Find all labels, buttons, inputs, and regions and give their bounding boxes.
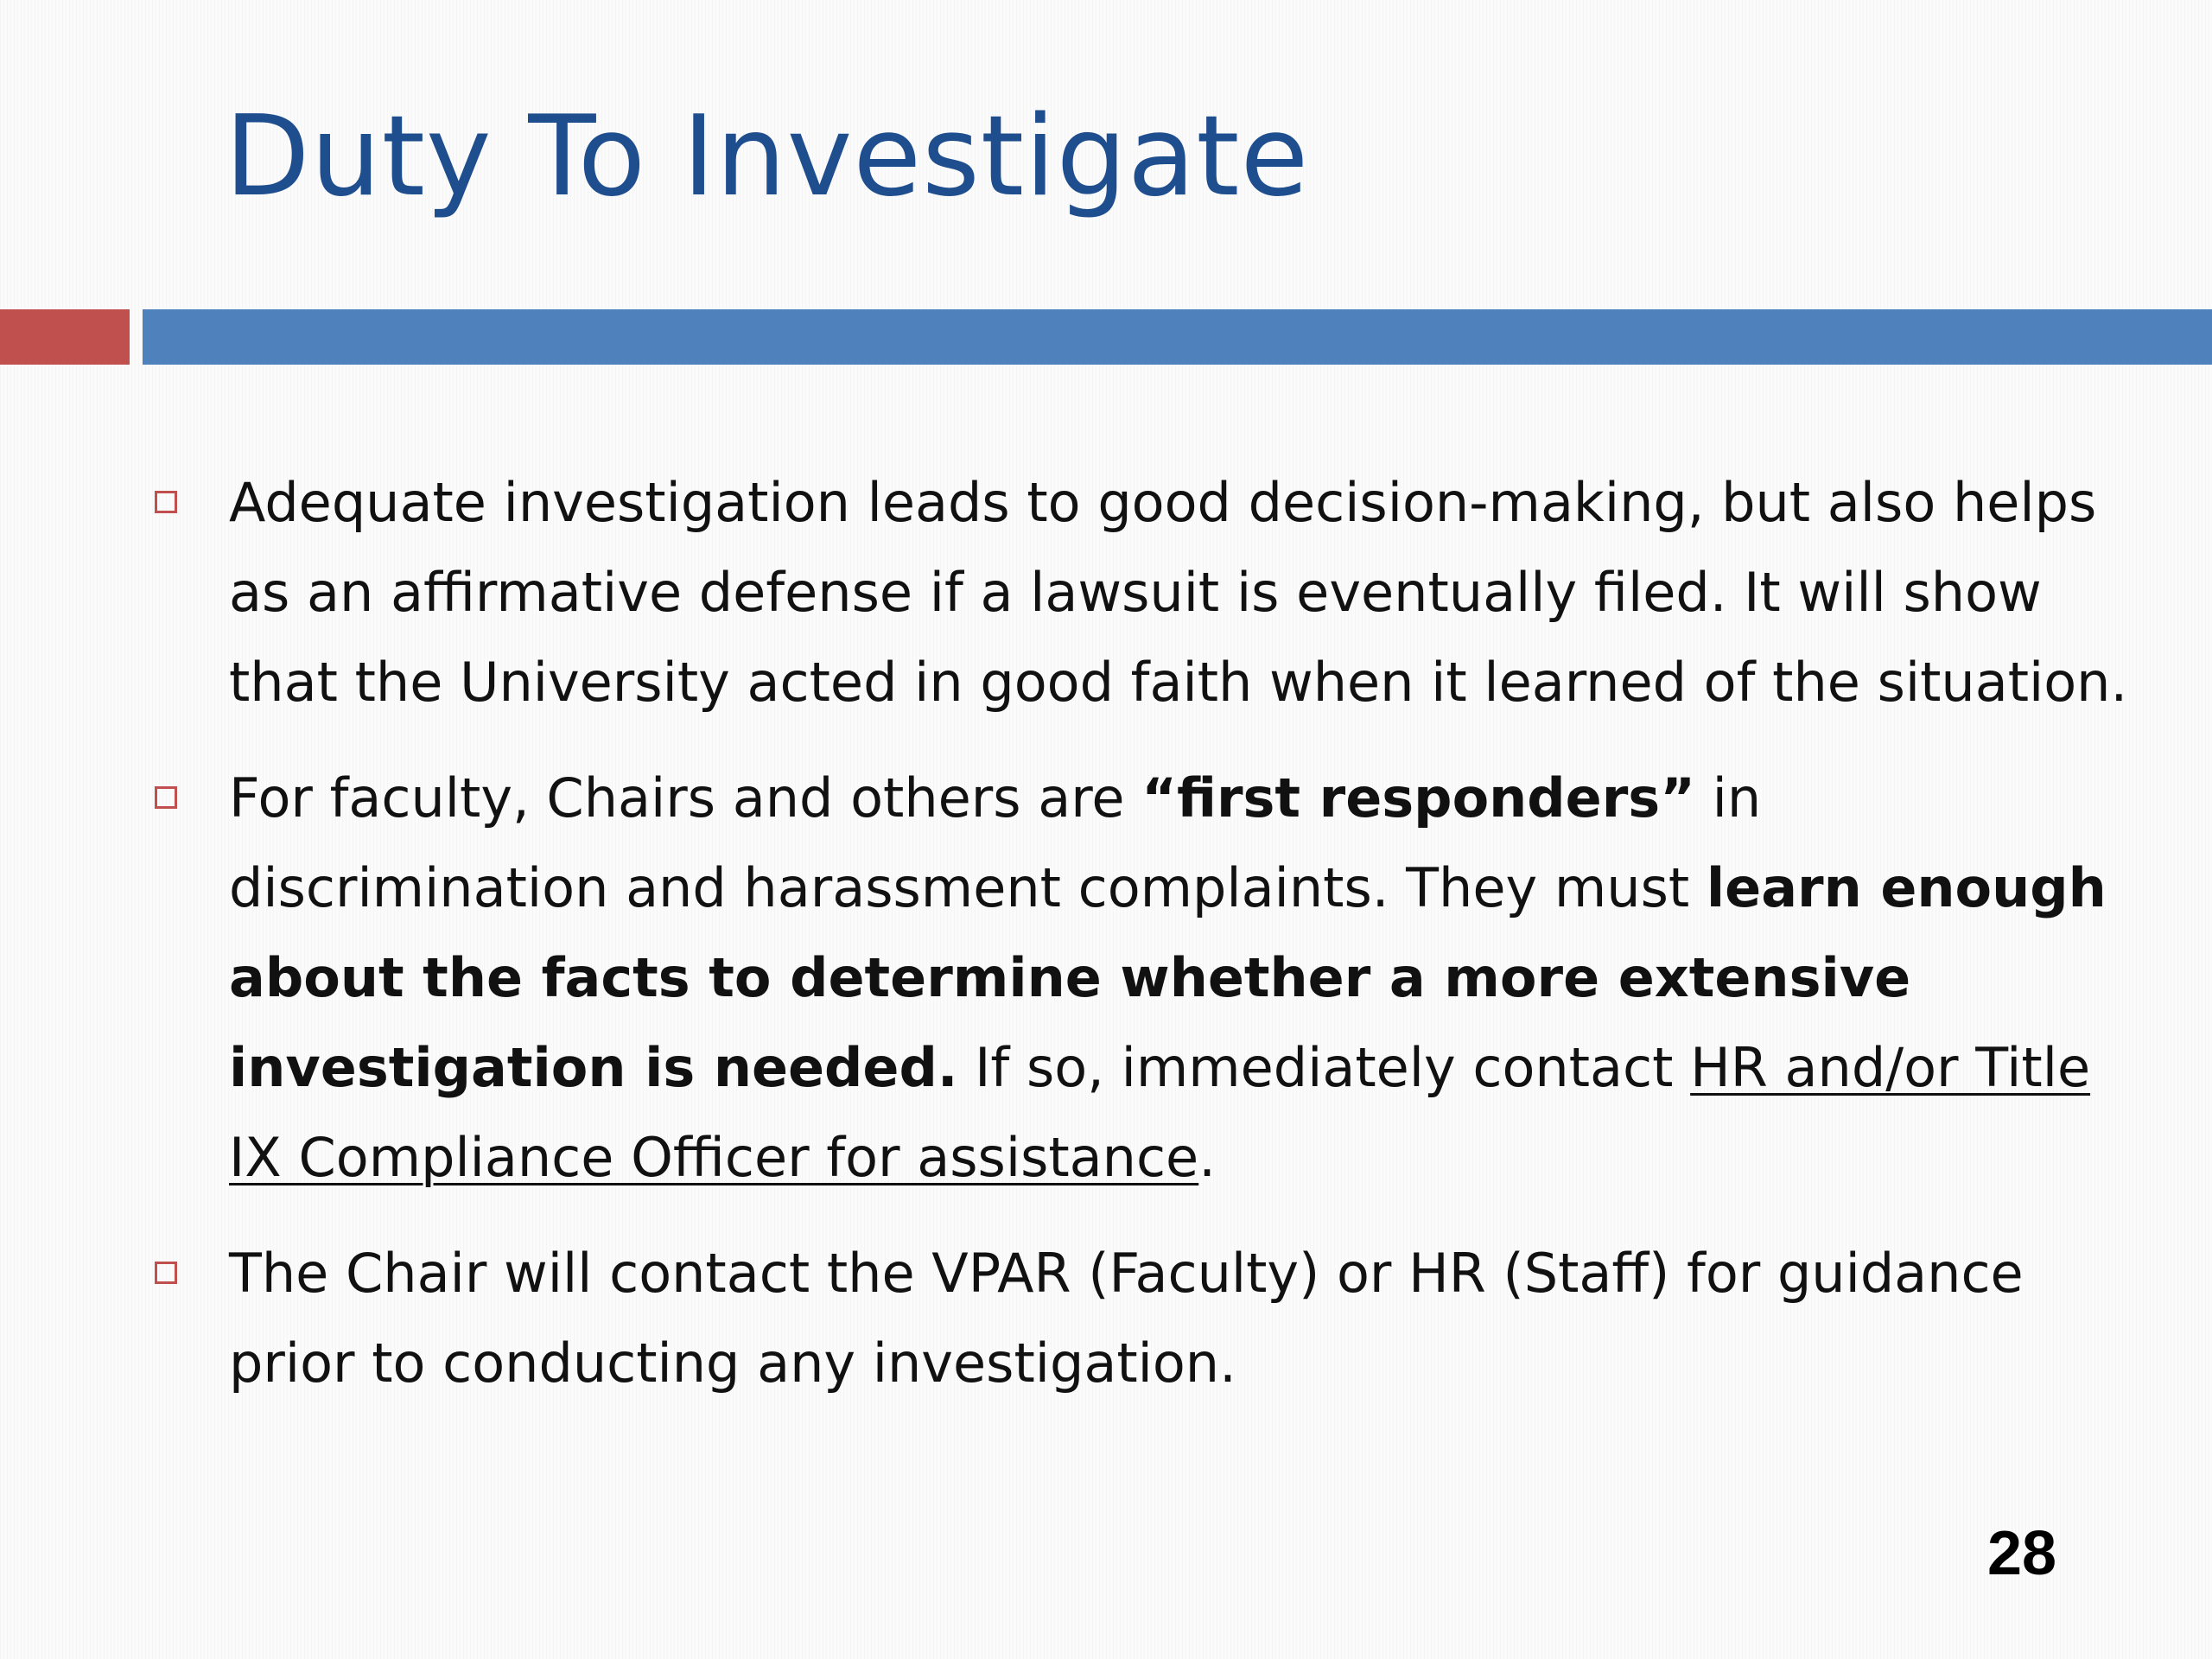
accent-bar-red [0, 309, 130, 365]
bullet-2-bold-first-responders: “first responders” [1141, 766, 1695, 830]
bullet-2-bold-learn-enough: learn enough about the facts to determine whether a more extensive investigation is needed. [229, 856, 2107, 1099]
bullet-2-text-d: . [1198, 1126, 1216, 1189]
square-bullet-icon [155, 1262, 177, 1284]
bullet-2-text-a: For faculty, Chairs and others are [229, 766, 1142, 830]
bullet-text-2 [229, 753, 2130, 1203]
bullet-item-1 [0, 458, 2212, 728]
bullet-item-3 [0, 1229, 2212, 1408]
bullet-text-3: The Chair will contact the VPAR (Faculty) or HR (Staff) for guidance prior to conducting any investigation. [229, 1242, 2024, 1395]
bullet-2-underlined-contact: HR and/or Title IX Compliance Officer for assistance [229, 1036, 2091, 1189]
square-bullet-icon [155, 491, 177, 513]
slide-title: Duty To Investigate [225, 92, 1310, 221]
bullet-text-1: Adequate investigation leads to good decision-making, but also helps as an affirmative defense if a lawsuit is eventually filed. It will show that the University acted in good faith when it learned of the situation. [229, 471, 2128, 714]
bullet-2-text-c: If so, immediately contact [957, 1036, 1691, 1099]
square-bullet-icon [155, 786, 177, 809]
page-number: 28 [1987, 1519, 2057, 1588]
bullet-2-text-b: in discrimination and harassment complaints. They must [229, 766, 1762, 919]
bullet-list [0, 458, 2212, 1434]
bullet-item-2 [0, 753, 2212, 1203]
accent-bar-blue [143, 309, 2212, 365]
